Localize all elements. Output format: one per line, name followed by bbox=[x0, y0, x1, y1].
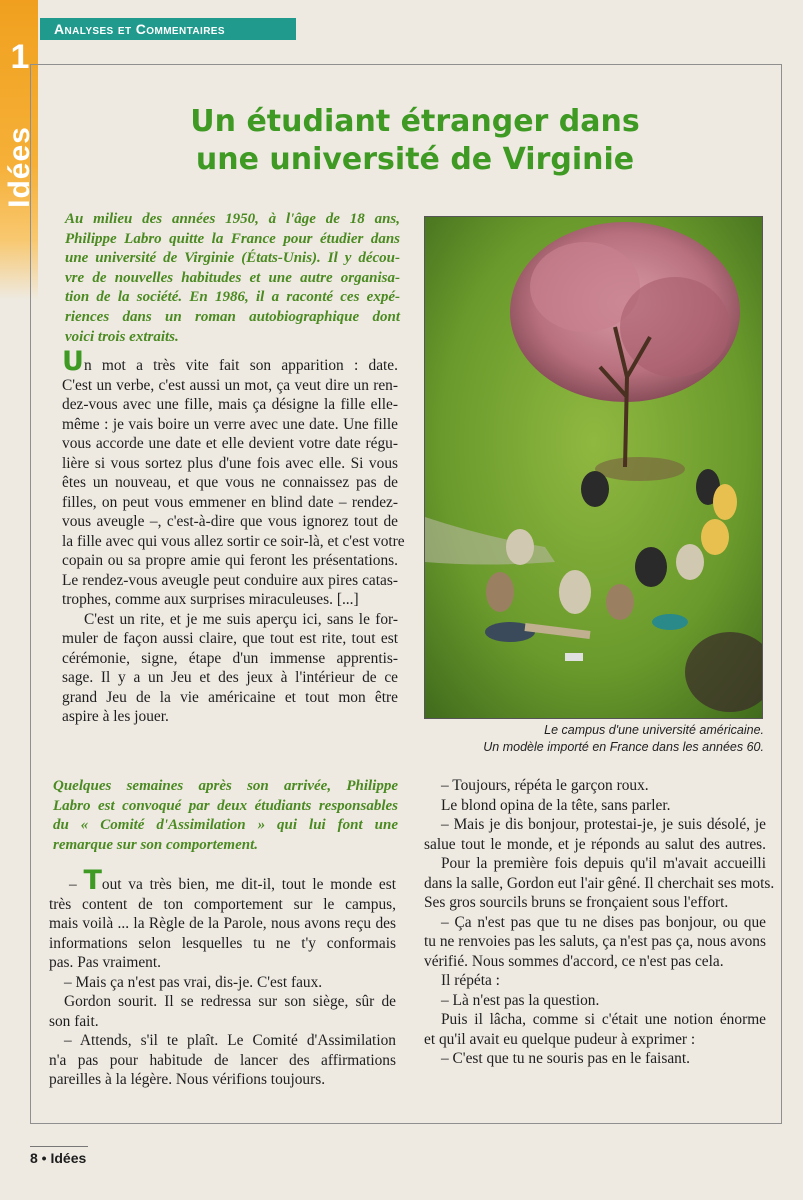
text-line: Pour la première fois depuis qu'il m'avait accueilli bbox=[441, 855, 766, 872]
text-line: – Ça n'est pas que tu ne dises pas bonjour, ou que bbox=[441, 913, 766, 931]
text-line: n mot a très vite fait son apparition : date. bbox=[83, 357, 398, 374]
text-line: êtes un nouveau, et que vous ne connaissez pas de bbox=[62, 474, 398, 491]
intro-line: voici trois extraits. bbox=[65, 328, 179, 345]
text-line: C'est un rite, et je me suis aperçu ici, sans le for- bbox=[84, 610, 398, 628]
title-line-1: Un étudiant étranger dans bbox=[190, 104, 640, 139]
intro-line: riences dans un roman autobiographique dont bbox=[65, 308, 400, 325]
footer-rule bbox=[30, 1146, 88, 1147]
drop-cap: U bbox=[62, 346, 84, 377]
text-line: C'est un verbe, c'est aussi un mot, ça veut dire un ren- bbox=[62, 376, 398, 394]
text-line: – Toujours, répéta le garçon roux. bbox=[441, 777, 649, 794]
intro-paragraph bbox=[65, 210, 400, 347]
text-line: dez-vous avec une fille, mais ça désigne la fille elle- bbox=[62, 396, 398, 413]
text-line: trophes, comme aux surprises miraculeuses. [...] bbox=[62, 591, 359, 608]
section-banner: Analyses et Commentaires bbox=[40, 18, 296, 40]
photo-caption bbox=[420, 722, 764, 756]
text-line: Le rendez-vous aveugle peut conduire aux pires catas- bbox=[62, 571, 398, 589]
intro-line: vre de nouvelles habitudes et une autre organisa- bbox=[65, 269, 400, 286]
article-title bbox=[90, 103, 740, 179]
intro-line: Quelques semaines après son arrivée, Philippe bbox=[53, 778, 398, 794]
text-line: – C'est que tu ne souris pas en le faisant. bbox=[441, 1050, 690, 1067]
text-line: informations selon lesquelles tu ne t'y conformais bbox=[49, 934, 396, 952]
passage-2 bbox=[49, 865, 397, 1090]
text-line: – Mais je dis bonjour, protestai-je, je suis désolé, je bbox=[441, 816, 766, 833]
caption-line: Le campus d'une université américaine. bbox=[544, 723, 764, 737]
text-line: copain ou sa propre amie qui feront les présentations. bbox=[62, 552, 398, 569]
text-line: lière si vous sortez plus d'une fois avec elle. Si vous bbox=[62, 454, 398, 472]
text-line: n'a pas pour habitude de lancer des affirmations bbox=[49, 1051, 396, 1069]
text-line: Le blond opina de la tête, sans parler. bbox=[441, 796, 671, 814]
text-line: salue tout le monde, et je réponds au salut des autres. bbox=[424, 835, 766, 853]
text-line: tu ne renvoies pas les saluts, ça n'est pas ça, nous avons bbox=[424, 933, 766, 950]
text-line: vous accorde une date et elle devient votre date régu- bbox=[62, 435, 398, 452]
text-line: vérifié. Nous sommes d'accord, ce n'est pas cela. bbox=[424, 952, 724, 970]
text-line: filles, on peut vous emmener en blind date – rendez- bbox=[62, 493, 398, 511]
text-line: pareilles à la légère. Nous vérifions toujours. bbox=[49, 1071, 326, 1088]
text-line: et qu'il avait eu quelque pudeur à exprimer : bbox=[424, 1030, 696, 1048]
intro-line: Philippe Labro quitte la France pour étudier dans bbox=[65, 230, 400, 247]
text-line: Ses gros sourcils bruns se fronçaient sous l'effort. bbox=[424, 894, 729, 911]
dash-prefix: – bbox=[69, 876, 84, 893]
text-line: – Là n'est pas la question. bbox=[441, 991, 600, 1009]
text-line: aspire à les jouer. bbox=[62, 708, 169, 725]
drop-cap: T bbox=[83, 865, 102, 896]
caption-line: Un modèle importé en France dans les années 60. bbox=[483, 740, 764, 754]
title-line-2: une université de Virginie bbox=[195, 142, 635, 177]
campus-photo-illustration bbox=[425, 217, 762, 718]
text-line: cérémonie, signe, étape d'un immense apprentis- bbox=[62, 649, 398, 667]
text-line: out va très bien, me dit-il, tout le monde est bbox=[101, 876, 397, 893]
intro-line: tion de la société. En 1986, il a raconté ces expé- bbox=[65, 289, 400, 306]
page-footer: 8 • Idées bbox=[30, 1150, 87, 1166]
second-intro-paragraph bbox=[53, 777, 398, 855]
text-line: Gordon sourit. Il se redressa sur son siège, sûr de bbox=[64, 993, 396, 1010]
chapter-number: 1 bbox=[10, 38, 30, 76]
text-line: vous aveugle –, c'est-à-dire que vous ignorez tout de bbox=[62, 513, 398, 530]
text-line: la fille avec qui vous allez sortir ce soir-là, et c'est votre bbox=[62, 532, 405, 550]
campus-photo bbox=[424, 216, 763, 719]
intro-line: du « Comité d'Assimilation » qui lui font une bbox=[53, 817, 398, 834]
text-line: son fait. bbox=[49, 1012, 99, 1030]
chapter-word: Idées bbox=[3, 126, 36, 208]
text-line: mais voilà ... la Règle de la Parole, nous avons reçu des bbox=[49, 915, 396, 932]
text-line: Puis il lâcha, comme si c'était une notion énorme bbox=[441, 1011, 766, 1028]
intro-line: Au milieu des années 1950, à l'âge de 18 ans, bbox=[65, 211, 400, 227]
passage-1 bbox=[62, 346, 405, 727]
text-line: très content de ton comportement sur le campus, bbox=[49, 895, 396, 913]
text-line: Il répéta : bbox=[441, 972, 500, 989]
passage-3 bbox=[424, 776, 775, 1069]
intro-line: une université de Virginie (États-Unis). Il y décou- bbox=[65, 250, 400, 267]
text-line: grand Jeu de la vie américaine et tout mon être bbox=[62, 688, 398, 706]
intro-line: Labro est convoqué par deux étudiants responsables bbox=[53, 797, 398, 814]
text-line: pas. Pas vraiment. bbox=[49, 954, 161, 971]
text-line: sage. Il y a un Jeu et des jeux à l'intérieur de ce bbox=[62, 669, 398, 686]
text-line: – Attends, s'il te plaît. Le Comité d'Assimilation bbox=[64, 1032, 396, 1049]
intro-line: remarque sur son comportement. bbox=[53, 836, 259, 853]
text-line: même : je vais boire un verre avec une date. Une fille bbox=[62, 415, 398, 433]
text-line: dans la salle, Gordon eut l'air gêné. Il cherchait ses mots. bbox=[424, 874, 775, 892]
text-line: muler de façon aussi claire, que tout est rite, tout est bbox=[62, 630, 398, 647]
text-line: – Mais ça n'est pas vrai, dis-je. C'est faux. bbox=[64, 973, 323, 991]
